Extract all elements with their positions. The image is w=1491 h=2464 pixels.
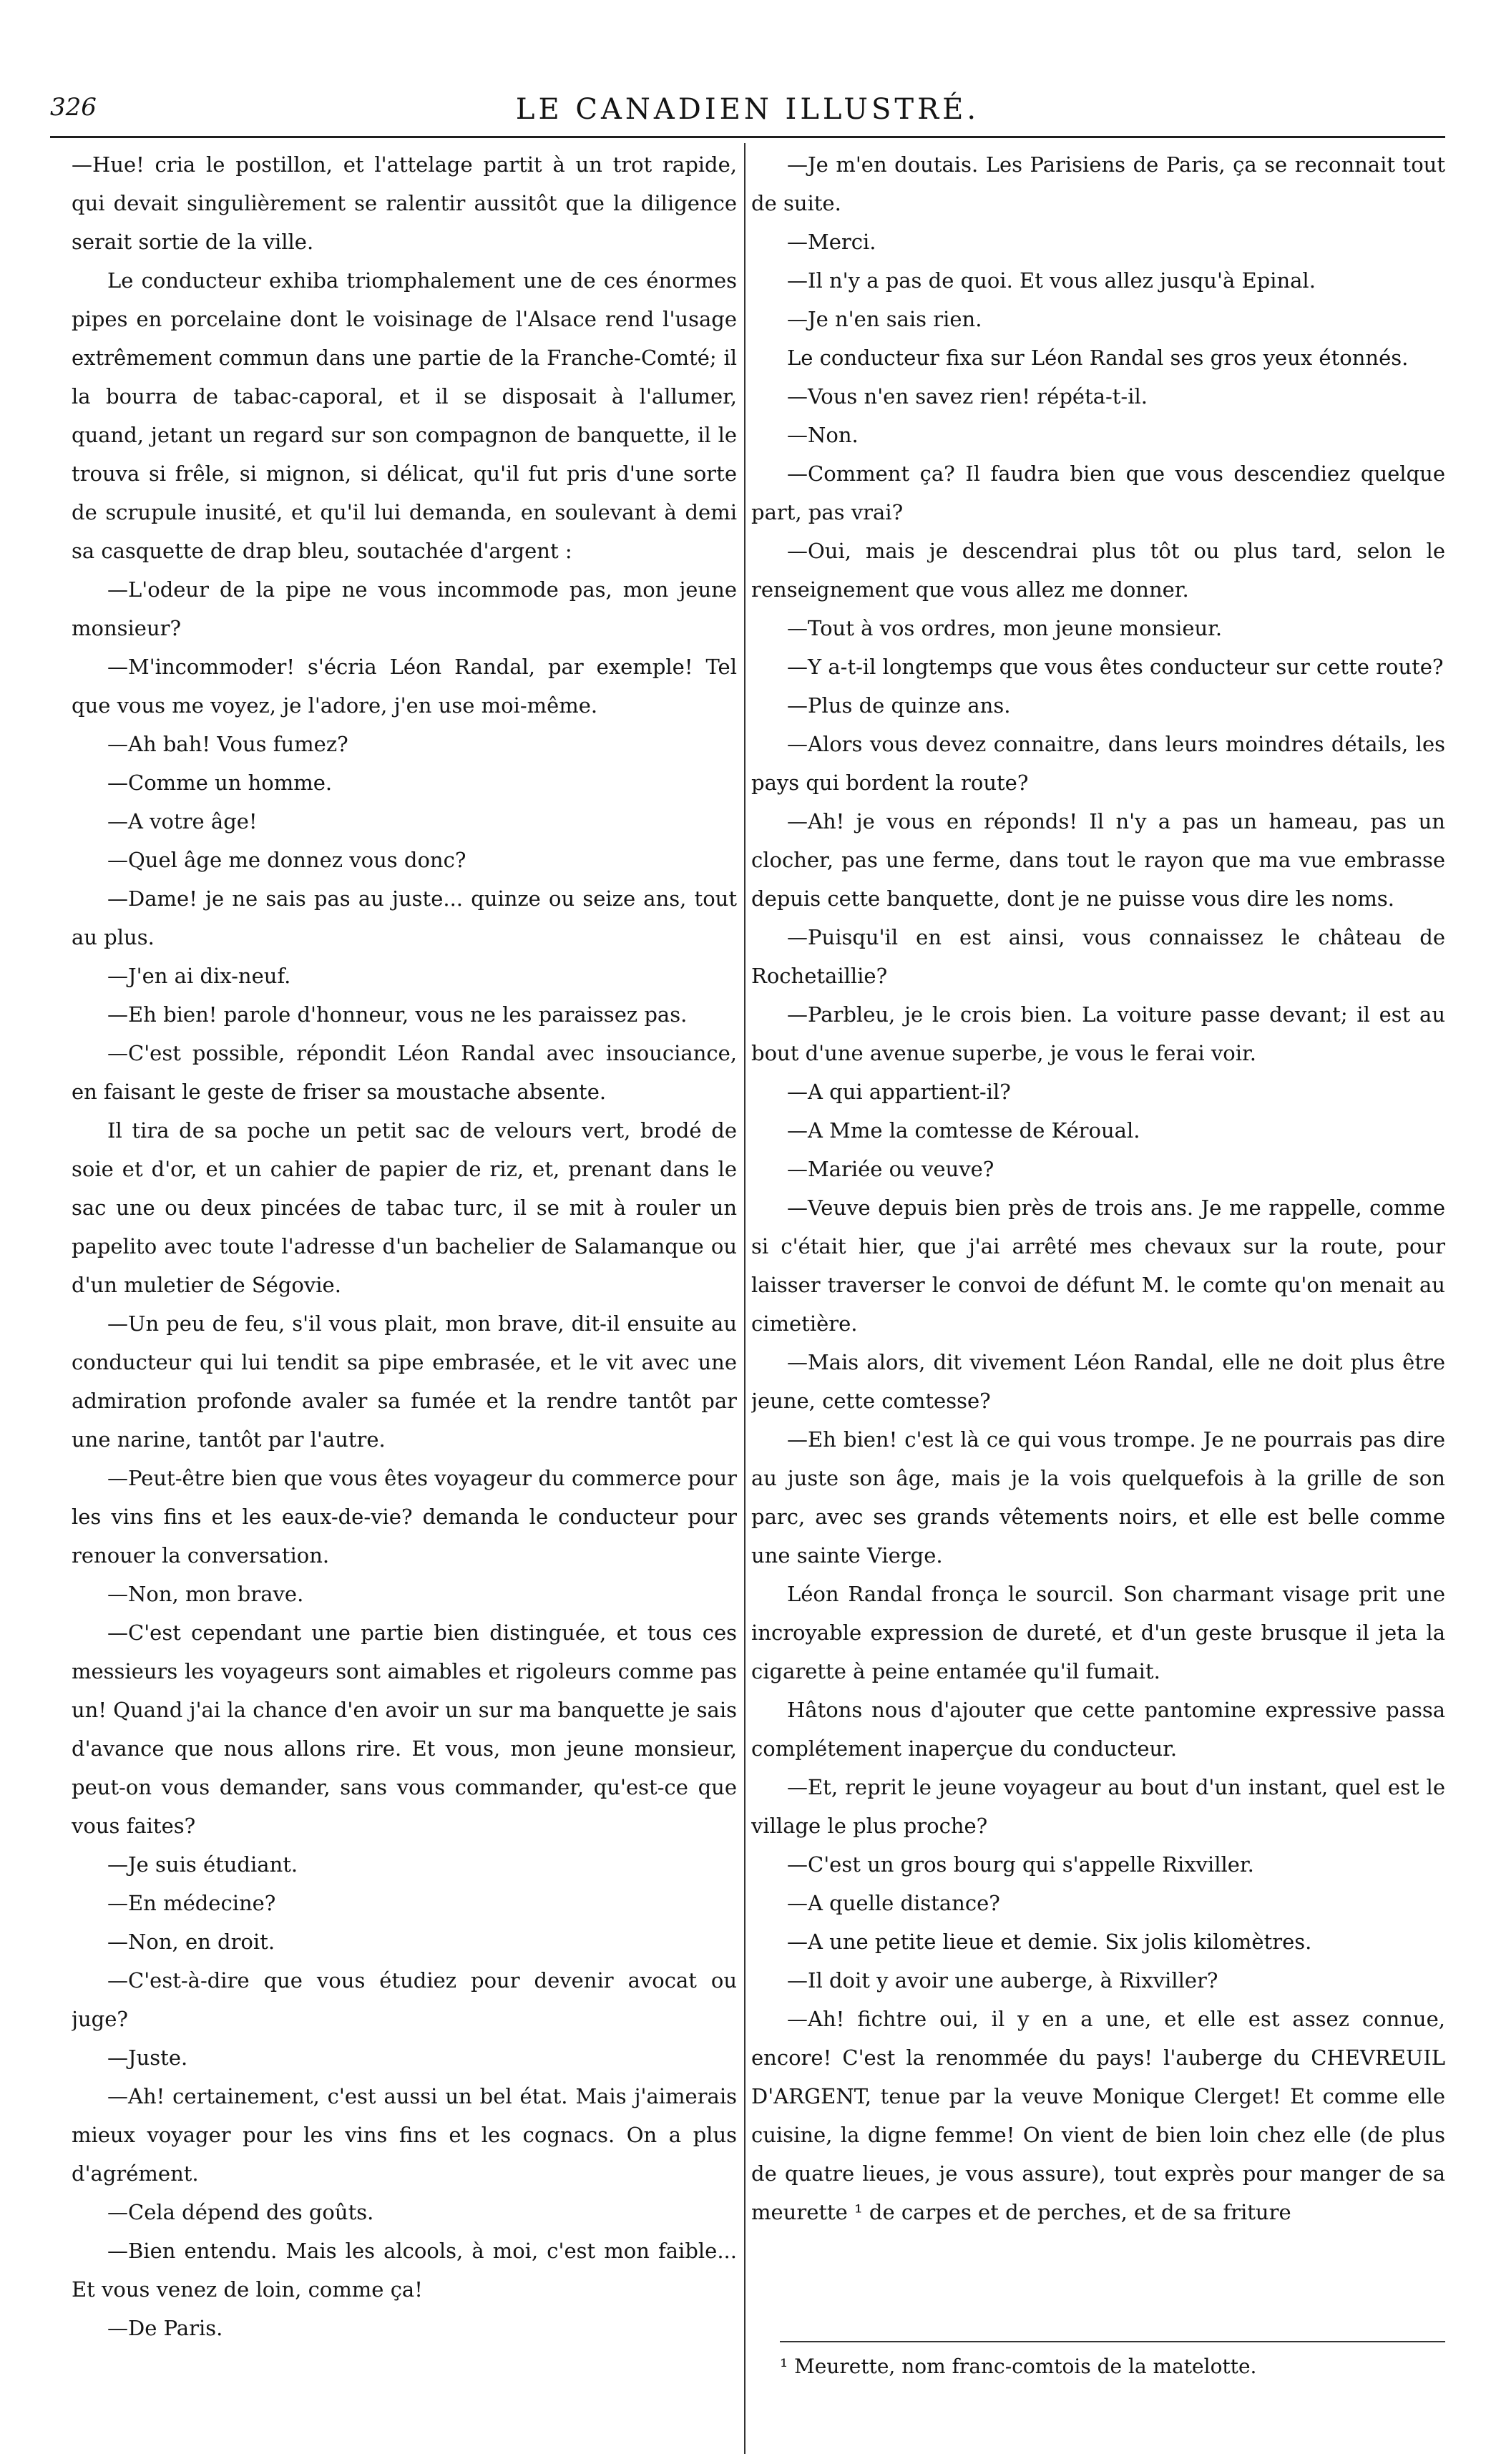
- paragraph: —Peut-être bien que vous êtes voyageur du commerce pour les vins fins et les eaux-de-vie? demanda le conducteur pour renouer la conversation.: [72, 1466, 737, 1568]
- paragraph: —Vous n'en savez rien! répéta-t-il.: [787, 384, 1148, 409]
- paragraph: —Et, reprit le jeune voyageur au bout d'un instant, quel est le village le plus proche?: [751, 1775, 1445, 1838]
- paragraph: —A qui appartient-il?: [787, 1080, 1011, 1104]
- paragraph: —Eh bien! parole d'honneur, vous ne les paraissez pas.: [107, 1002, 688, 1027]
- paragraph: —Ah! je vous en réponds! Il n'y a pas un hameau, pas un clocher, pas une ferme, dans tout le rayon que ma vue embrasse depuis cette banquette, dont je ne puisse vous dire les noms.: [751, 809, 1445, 911]
- paragraph: —Je m'en doutais. Les Parisiens de Paris, ça se reconnait tout de suite.: [751, 152, 1445, 215]
- paragraph: —Non.: [787, 423, 859, 447]
- paragraph: —A une petite lieue et demie. Six jolis kilomètres.: [787, 1930, 1312, 1954]
- paragraph: —Dame! je ne sais pas au juste... quinze ou seize ans, tout au plus.: [72, 886, 737, 949]
- paragraph: —Comment ça? Il faudra bien que vous descendiez quelque part, pas vrai?: [751, 461, 1445, 524]
- paragraph: —Veuve depuis bien près de trois ans. Je me rappelle, comme si c'était hier, que j'ai arrêté mes chevaux sur la route, pour laisser traverser le convoi de défunt M. le comte qu'on menait au cimetière.: [751, 1196, 1445, 1336]
- paragraph: —Juste.: [107, 2045, 188, 2070]
- paragraph: —M'incommoder! s'écria Léon Randal, par exemple! Tel que vous me voyez, je l'adore, j'en use moi-même.: [72, 655, 737, 718]
- paragraph: —Non, mon brave.: [107, 1582, 304, 1606]
- paragraph: —Puisqu'il en est ainsi, vous connaissez le château de Rochetaillie?: [751, 925, 1445, 988]
- paragraph: —Y a-t-il longtemps que vous êtes conducteur sur cette route?: [787, 655, 1444, 679]
- paragraph: —Comme un homme.: [107, 771, 333, 795]
- paragraph: Il tira de sa poche un petit sac de velours vert, brodé de soie et d'or, et un cahier de papier de riz, et, prenant dans le sac une ou deux pincées de tabac turc, il se mit à rouler un papelito avec toute l'adresse d'un bachelier de Salamanque ou d'un muletier de Ségovie.: [72, 1118, 737, 1297]
- paragraph: —C'est possible, répondit Léon Randal avec insouciance, en faisant le geste de friser sa moustache absente.: [72, 1041, 737, 1104]
- page-number: 326: [50, 93, 97, 122]
- right-column: [751, 145, 1445, 2320]
- paragraph: —Alors vous devez connaitre, dans leurs moindres détails, les pays qui bordent la route?: [751, 732, 1445, 795]
- paragraph: —C'est-à-dire que vous étudiez pour devenir avocat ou juge?: [72, 1968, 737, 2031]
- column-divider: [744, 143, 746, 2454]
- paragraph: —L'odeur de la pipe ne vous incommode pas, mon jeune monsieur?: [72, 577, 737, 640]
- paragraph: —Cela dépend des goûts.: [107, 2200, 374, 2224]
- paragraph: —Hue! cria le postillon, et l'attelage partit à un trot rapide, qui devait singulièrement se ralentir aussitôt que la diligence serait sortie de la ville.: [72, 152, 737, 254]
- page-header: [50, 86, 1445, 136]
- paragraph: —J'en ai dix-neuf.: [107, 964, 291, 988]
- paragraph: —Oui, mais je descendrai plus tôt ou plus tard, selon le renseignement que vous allez me donner.: [751, 539, 1445, 602]
- paragraph: Léon Randal fronça le sourcil. Son charmant visage prit une incroyable expression de dureté, et d'un geste brusque il jeta la cigarette à peine entamée qu'il fumait.: [751, 1582, 1445, 1683]
- paragraph: Le conducteur fixa sur Léon Randal ses gros yeux étonnés.: [787, 346, 1409, 370]
- paragraph: Le conducteur exhiba triomphalement une de ces énormes pipes en porcelaine dont le voisinage de l'Alsace rend l'usage extrêmement commun dans une partie de la Franche-Comté; il la bourra de tabac-caporal, et il se disposait à l'allumer, quand, jetant un regard sur son compagnon de banquette, il le trouva si frêle, si mignon, si délicat, qu'il fut pris d'une sorte de scrupule inusité, et qu'il lui demanda, en soulevant à demi sa casquette de drap bleu, soutachée d'argent :: [72, 268, 737, 563]
- paragraph: —Un peu de feu, s'il vous plait, mon brave, dit-il ensuite au conducteur qui lui tendit sa pipe embrasée, et le vit avec une admiration profonde avaler sa fumée et la rendre tantôt par une narine, tantôt par l'autre.: [72, 1311, 737, 1452]
- paragraph: —Plus de quinze ans.: [787, 693, 1011, 718]
- paragraph: —Non, en droit.: [107, 1930, 275, 1954]
- paragraph: —Parbleu, je le crois bien. La voiture passe devant; il est au bout d'une avenue superbe, je vous le ferai voir.: [751, 1002, 1445, 1065]
- footnote: ¹ Meurette, nom franc-comtois de la matelotte.: [780, 2355, 1257, 2378]
- paragraph: —Bien entendu. Mais les alcools, à moi, c'est mon faible... Et vous venez de loin, comme ça!: [72, 2239, 737, 2302]
- paragraph: —Ah! fichtre oui, il y en a une, et elle est assez connue, encore! C'est la renommée du pays! l'auberge du CHEVREUIL D'ARGENT, tenue par la veuve Monique Clerget! Et comme elle cuisine, la digne femme! On vient de bien loin chez elle (de plus de quatre lieues, je vous assure), tout exprès pour manger de sa meurette ¹ de carpes et de perches, et de sa friture: [751, 2007, 1445, 2224]
- paragraph: —Tout à vos ordres, mon jeune monsieur.: [787, 616, 1223, 640]
- header-rule: [50, 136, 1445, 138]
- paragraph: —A Mme la comtesse de Kéroual.: [787, 1118, 1140, 1143]
- paragraph: —Mais alors, dit vivement Léon Randal, elle ne doit plus être jeune, cette comtesse?: [751, 1350, 1445, 1413]
- paragraph: —C'est un gros bourg qui s'appelle Rixviller.: [787, 1852, 1254, 1877]
- paragraph: —Mariée ou veuve?: [787, 1157, 994, 1181]
- paragraph: Hâtons nous d'ajouter que cette pantomine expressive passa complétement inaperçue du conducteur.: [751, 1698, 1445, 1761]
- left-column: [72, 145, 737, 2463]
- paragraph: —C'est cependant une partie bien distinguée, et tous ces messieurs les voyageurs sont aimables et rigoleurs comme pas un! Quand j'ai la chance d'en avoir un sur ma banquette je sais d'avance que nous allons rire. Et vous, mon jeune monsieur, peut-on vous demander, sans vous commander, qu'est-ce que vous faites?: [72, 1620, 737, 1838]
- paragraph: —Merci.: [787, 230, 876, 254]
- paragraph: —Ah! certainement, c'est aussi un bel état. Mais j'aimerais mieux voyager pour les vins fins et les cognacs. On a plus d'agrément.: [72, 2084, 737, 2186]
- paragraph: —En médecine?: [107, 1891, 276, 1915]
- paragraph: —Il n'y a pas de quoi. Et vous allez jusqu'à Epinal.: [787, 268, 1316, 293]
- paragraph: —Je n'en sais rien.: [787, 307, 982, 331]
- paragraph: —Quel âge me donnez vous donc?: [107, 848, 466, 872]
- paragraph: —A quelle distance?: [787, 1891, 1000, 1915]
- paragraph: —De Paris.: [107, 2316, 223, 2340]
- paragraph: —Je suis étudiant.: [107, 1852, 298, 1877]
- paragraph: —Ah bah! Vous fumez?: [107, 732, 348, 756]
- paragraph: —A votre âge!: [107, 809, 258, 833]
- running-title: LE CANADIEN ILLUSTRÉ.: [515, 93, 980, 126]
- footnote-rule: [780, 2341, 1445, 2342]
- paragraph: —Eh bien! c'est là ce qui vous trompe. Je ne pourrais pas dire au juste son âge, mais je la vois quelquefois à la grille de son parc, avec ses grands vêtements noirs, et elle est belle comme une sainte Vierge.: [751, 1427, 1445, 1568]
- paragraph: —Il doit y avoir une auberge, à Rixviller?: [787, 1968, 1218, 1993]
